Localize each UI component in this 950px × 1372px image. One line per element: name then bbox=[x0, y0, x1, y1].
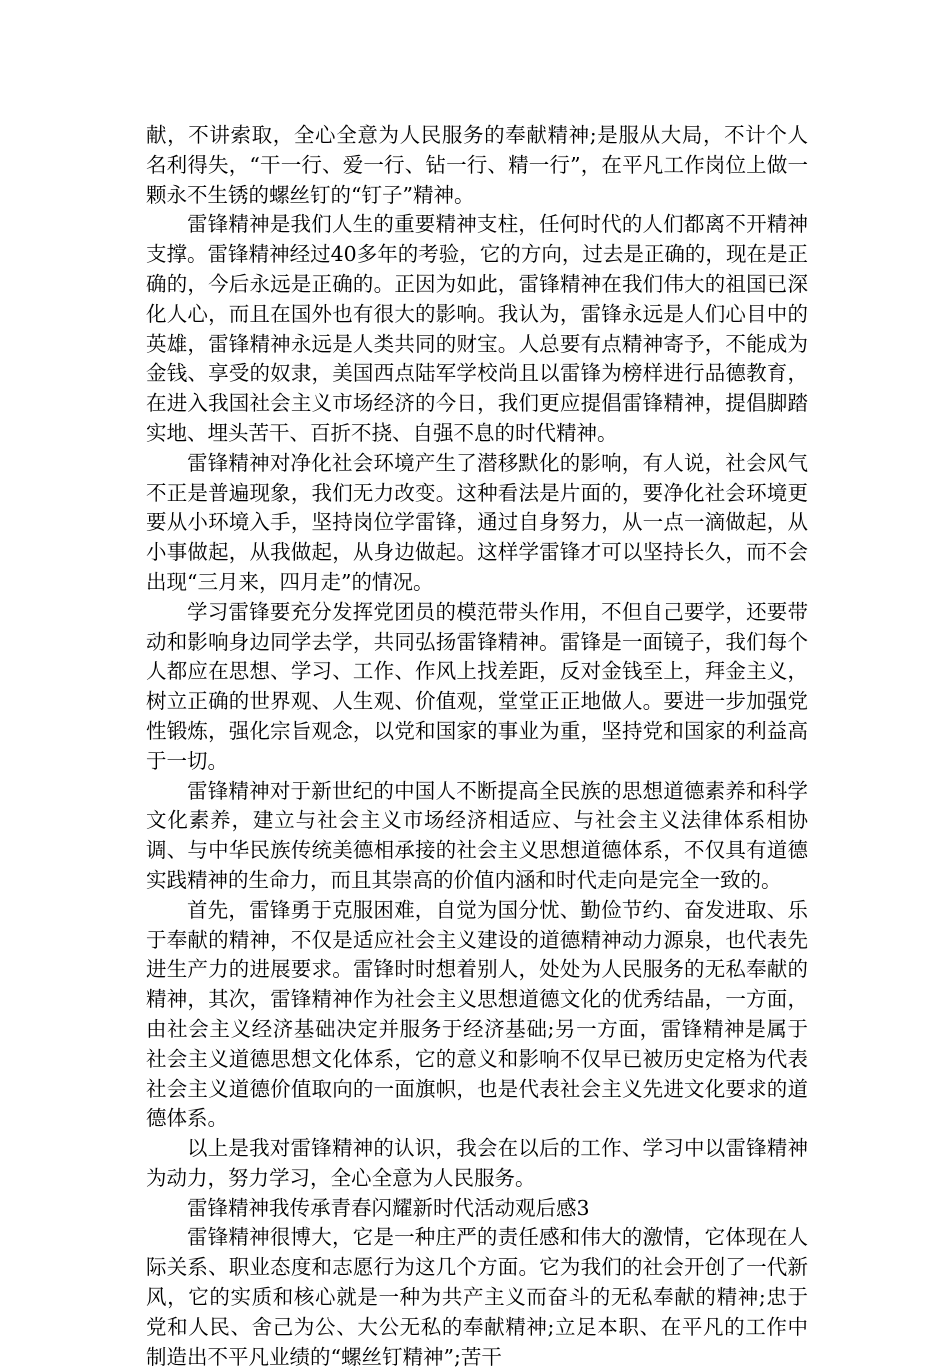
paragraph-spiritual-pillar: 雷锋精神是我们人生的重要精神支柱，任何时代的人们都离不开精神支撑。雷锋精神经过40多年的考验，它的方向，过去是正确的，现在是正确的，今后永远是正确的。正因为如此，雷锋精神在我们伟大的祖国已深化人心，而且在国外也有很大的影响。我认为，雷锋永远是人们心目中的英雄，雷锋精神永远是人类共同的财宝。人总要有点精神寄予，不能成为金钱、享受的奴隶，美国西点陆军学校尚且以雷锋为榜样进行品德教育，在进入我国社会主义市场经济的今日，我们更应提倡雷锋精神，提倡脚踏实地、埋头苦干、百折不挠、自强不息的时代精神。 bbox=[146, 212, 808, 445]
paragraph-conclusion: 以上是我对雷锋精神的认识，我会在以后的工作、学习中以雷锋精神为动力，努力学习，全心全意为人民服务。 bbox=[146, 1136, 808, 1190]
section-heading: 雷锋精神我传承青春闪耀新时代活动观后感3 bbox=[187, 1195, 590, 1220]
paragraph-party-members: 学习雷锋要充分发挥党团员的模范带头作用，不但自己要学，还要带动和影响身边同学去学，共同弘扬雷锋精神。雷锋是一面镜子，我们每个人都应在思想、学习、工作、作风上找差距，反对金钱至上，拜金主义，树立正确的世界观、人生观、价值观，堂堂正正地做人。要进一步加强党性锻炼，强化宗旨观念，以党和国家的事业为重，坚持党和国家的利益高于一切。 bbox=[146, 599, 808, 773]
paragraph-continuation: 献，不讲索取，全心全意为人民服务的奉献精神;是服从大局，不计个人名利得失，“干一行、爱一行、钻一行、精一行”，在平凡工作岗位上做一颗永不生锈的螺丝钉的“钉子”精神。 bbox=[146, 123, 808, 207]
document-body bbox=[146, 121, 808, 1372]
paragraph-firstly: 首先，雷锋勇于克服困难，自觉为国分忧、勤俭节约、奋发进取、乐于奉献的精神，不仅是适应社会主义建设的道德精神动力源泉，也代表先进生产力的进展要求。雷锋时时想着别人，处处为人民服务的无私奉献的精神，其次，雷锋精神作为社会主义思想道德文化的优秀结晶，一方面，由社会主义经济基础决定并服务于经济基础;另一方面，雷锋精神是属于社会主义道德思想文化体系，它的意义和影响不仅早已被历史定格为代表社会主义道德价值取向的一面旗帜，也是代表社会主义先进文化要求的道德体系。 bbox=[146, 897, 808, 1131]
paragraph-new-century: 雷锋精神对于新世纪的中国人不断提高全民族的思想道德素养和科学文化素养，建立与社会主义市场经济相适应、与社会主义法律体系相协调、与中华民族传统美德相承接的社会主义思想道德体系，不仅具有道德实践精神的生命力，而且其崇高的价值内涵和时代走向是完全一致的。 bbox=[146, 778, 808, 892]
paragraph-social-environment: 雷锋精神对净化社会环境产生了潜移默化的影响，有人说，社会风气不正是普遍现象，我们无力改变。这种看法是片面的，要净化社会环境更要从小环境入手，坚持岗位学雷锋，通过自身努力，从一点一滴做起，从小事做起，从我做起，从身边做起。这样学雷锋才可以坚持长久，而不会出现“三月来，四月走”的情况。 bbox=[146, 450, 808, 594]
paragraph-broad-spirit: 雷锋精神很博大，它是一种庄严的责任感和伟大的激情，它体现在人际关系、职业态度和志愿行为这几个方面。它为我们的社会开创了一代新风，它的实质和核心就是一种为共产主义而奋斗的无私奉献的精神;忠于党和人民、舍己为公、大公无私的奉献精神;立足本职、在平凡的工作中制造出不平凡业绩的“螺丝钉精神”;苦干 bbox=[146, 1225, 808, 1369]
